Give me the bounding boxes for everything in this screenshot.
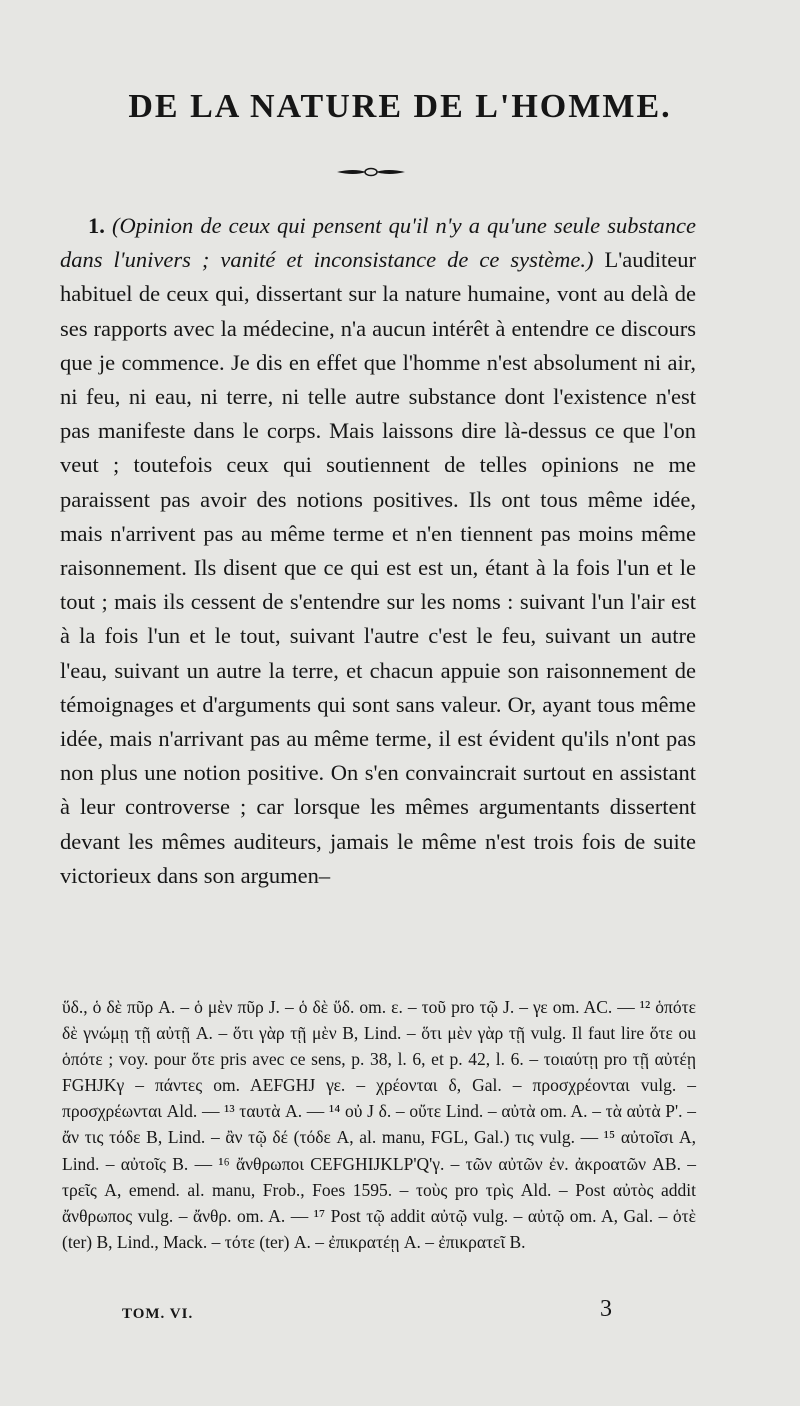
body-paragraph: L'auditeur habituel de ceux qui, dissertant sur la nature humaine, vont au delà de ses rapports avec la médecine, n'a aucun intérêt à entendre ce discours que je commence. Je dis en effet que l'homme n'est absolument ni air, ni feu, ni eau, ni terre, ni telle autre substance dont l'existence n'est pas manifeste dans le corps. Mais laissons dire là-dessus ce que l'on veut ; toutefois ceux qui soutiennent de telles opinions ne me paraissent pas avoir des notions positives. Ils ont tous même idée, mais n'arrivent pas au même terme et n'en tiennent pas moins même raisonnement. Ils disent que ce qui est est un, étant à la fois l'un et le tout ; mais ils cessent de s'entendre sur les noms : suivant l'un l'air est à la fois l'un et le tout, suivant l'autre c'est le feu, suivant un autre l'eau, suivant un autre la terre, et chacun appuie son raisonnement de témoignages et d'arguments qui sont sans valeur. Or, ayant tous même idée, mais n'arrivant pas au même terme, il est évident qu'ils n'ont pas non plus une notion positive. On s'en convaincrait surtout en assistant à leur controverse ; car lorsque les mêmes argumentants dissertent devant les mêmes auditeurs, jamais le même n'est trois fois de suite victorieux dans son argumen– — [60, 247, 697, 888]
section-number: 1. — [88, 213, 105, 238]
section-paragraph — [60, 209, 696, 893]
page-number: 3 — [600, 1296, 612, 1322]
volume-signature: TOM. VI. — [122, 1306, 194, 1322]
page-title: DE LA NATURE DE L'HOMME. — [128, 88, 672, 125]
section-heading: (Opinion de ceux qui pensent qu'il n'y a qu'une seule substance dans l'univers ; vanité et inconsistance de ce système.) — [60, 213, 697, 273]
footnotes: ὕδ., ὁ δὲ πῦρ A. – ὁ μὲν πῦρ J. – ὁ δὲ ὕδ. om. ε. – τοῦ pro τῷ J. – γε om. AC. — ¹² ὁπότε δὲ γνώμῃ τῇ αὐτῇ A. – ὅτι γὰρ τῇ μὲν B, Lind. – ὅτι μὲν γὰρ τῇ vulg. Il faut lire ὅτε ou ὁπότε ; voy. pour ὅτε pris avec ce sens, p. 38, l. 6, et p. 42, l. 6. – τοιαύτῃ pro τῇ αὐτέῃ FGHJKγ – πάντες om. AEFGHJ γε. – χρέονται δ, Gal. – προσχρέονται vulg. – προσχρέωνται Ald. — ¹³ ταυτὰ A. — ¹⁴ οὐ J δ. – οὔτε Lind. – αὐτὰ om. A. – τὰ αὐτὰ P'. – ἄν τις τόδε B, Lind. – ἂν τῷ δέ (τόδε A, al. manu, FGL, Gal.) τις vulg. — ¹⁵ αὐτοῖσι A, Lind. – αὐτοῖς B. — ¹⁶ ἄνθρωποι CEFGHIJKLP'Q'γ. – τῶν αὐτῶν ἐν. ἀκροατῶν AB. – τρεῖς A, emend. al. manu, Frob., Foes 1595. – τοὺς pro τρὶς Ald. – Post αὐτὸς addit ἄνθρωπος vulg. – ἄνθρ. om. A. — ¹⁷ Post τῷ addit αὐτῷ vulg. – αὐτῷ om. A, Gal. – ὁτὲ (ter) B, Lind., Mack. – τότε (ter) A. – ἐπικρατέῃ A. – ἐπικρατεῖ B. — [62, 997, 696, 1252]
body-text — [60, 209, 696, 893]
ornamental-rule — [336, 166, 406, 178]
